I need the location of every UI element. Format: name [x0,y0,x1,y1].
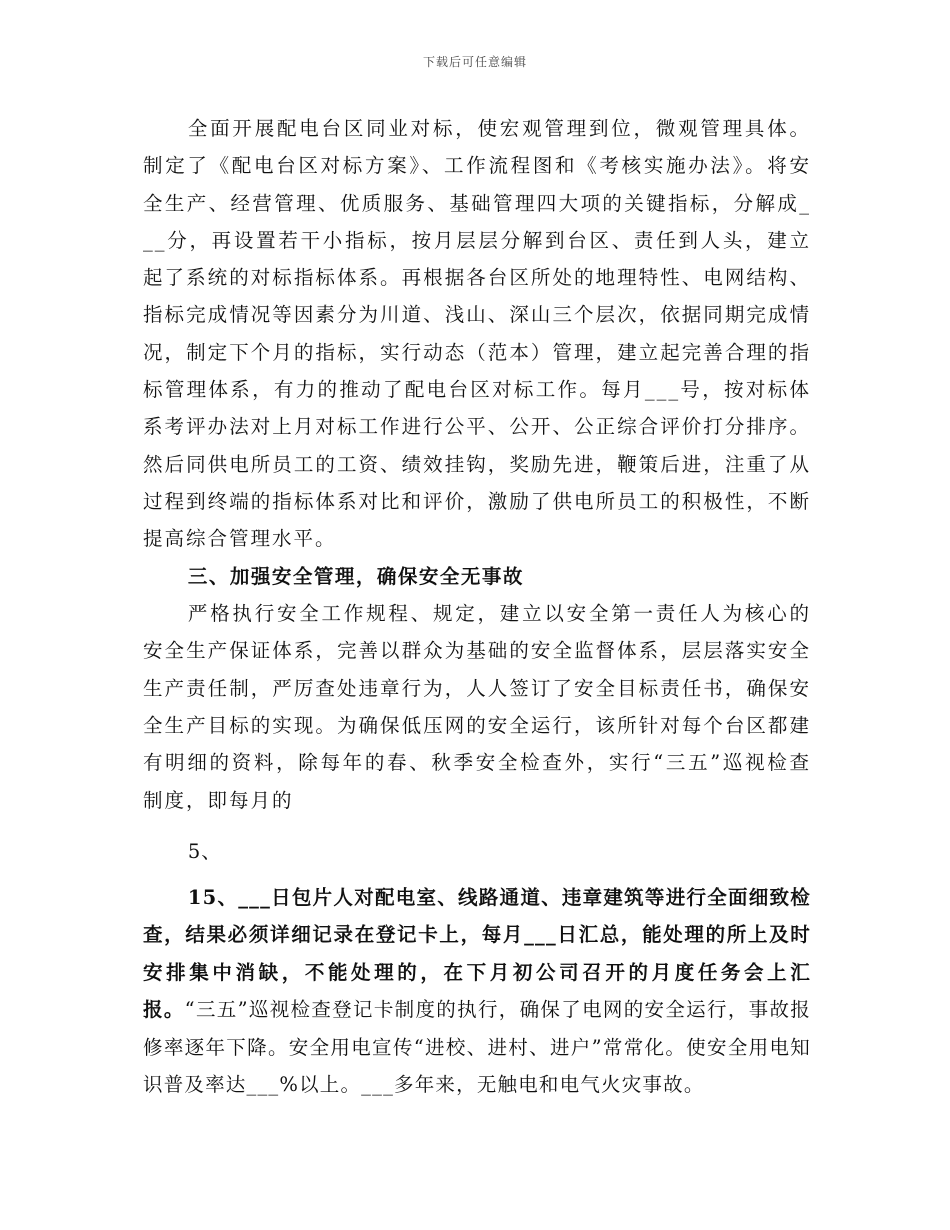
page-header: 下载后可任意编辑 [422,55,527,69]
document-body [143,110,811,1104]
numbered-item-5: 5、 [187,839,222,863]
paragraph-benchmarking: 全面开展配电台区同业对标，使宏观管理到位，微观管理具体。制定了《配电台区对标方案》、工作流程图和《考核实施办法》。将安全生产、经营管理、优质服务、基础管理四大项的关键指标，分解成___分，再设置若干小指标，按月层层分解到台区、责任到人头，建立起了系统的对标指标体系。再根据各台区所处的地理特性、电网结构、指标完成情况等因素分为川道、浅山、深山三个层次，依据同期完成情况，制定下个月的指标，实行动态（范本）管理，建立起完善合理的指标管理体系，有力的推动了配电台区对标工作。每月___号，按对标体系考评办法对上月对标工作进行公平、公开、公正综合评价打分排序。然后同供电所员工的工资、绩效挂钩，奖励先进，鞭策后进，注重了从过程到终端的指标体系对比和评价，激励了供电所员工的积极性，不断提高综合管理水平。 [143,117,811,551]
paragraph-inspection-rest: “三五”巡视检查登记卡制度的执行，确保了电网的安全运行，事故报修率逐年下降。安全用电宣传“进校、进村、进户”常常化。使安全用电知识普及率达___%以上。___多年来，无触电和电气火灾事故。 [143,998,812,1097]
section-heading-safety: 三、加强安全管理，确保安全无事故 [187,564,524,588]
paragraph-inspection-bold: 15、___日包片人对配电室、线路通道、违章建筑等进行全面细致检查，结果必须详细记录在登记卡上，每月___日汇总，能处理的所上及时安排集中消缺，不能处理的，在下月初公司召开的月度任务会上汇报。 [143,885,811,1022]
paragraph-inspection [143,879,811,1104]
paragraph-safety-rules: 严格执行安全工作规程、规定，建立以安全第一责任人为核心的安全生产保证体系，完善以群众为基础的安全监督体系，层层落实安全生产责任制，严厉查处违章行为，人人签订了安全目标责任书，确保安全生产目标的实现。为确保低压网的安全运行，该所针对每个台区都建有明细的资料，除每年的春、秋季安全检查外，实行“三五”巡视检查制度，即每月的 [143,602,811,812]
